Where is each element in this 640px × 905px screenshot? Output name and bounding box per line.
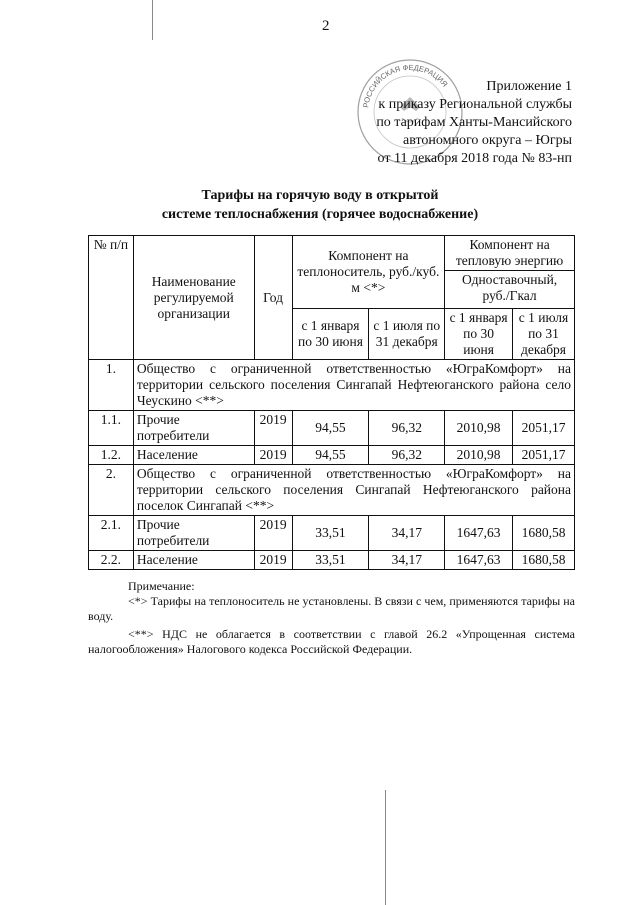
row-value: 2051,17 xyxy=(513,411,575,446)
notes-heading: Примечание: xyxy=(128,579,195,593)
header-single-rate: Одноставочный, руб./Гкал xyxy=(445,271,575,309)
row-num: 1.2. xyxy=(89,446,134,465)
row-value: 34,17 xyxy=(369,551,445,570)
row-num: 2.1. xyxy=(89,516,134,551)
row-value: 94,55 xyxy=(292,411,369,446)
row-value: 2051,17 xyxy=(513,446,575,465)
row-num: 2.2. xyxy=(89,551,134,570)
appendix-line: автономного округа – Югры xyxy=(403,133,572,148)
row-value: 1680,58 xyxy=(513,516,575,551)
appendix-line: к приказу Региональной службы xyxy=(378,97,572,112)
row-name: Прочие потребители xyxy=(133,516,254,551)
appendix-line: по тарифам Ханты-Мансийского xyxy=(376,115,572,130)
header-year: Год xyxy=(254,236,292,360)
page-number: 2 xyxy=(322,18,330,34)
header-energy-period1: с 1 января по 30 июня xyxy=(445,309,513,360)
header-energy-period2: с 1 июля по 31 декабря xyxy=(513,309,575,360)
row-value: 94,55 xyxy=(292,446,369,465)
row-num: 1.1. xyxy=(89,411,134,446)
row-name: Население xyxy=(133,446,254,465)
row-value: 2010,98 xyxy=(445,446,513,465)
header-num: № п/п xyxy=(89,236,134,360)
table-row xyxy=(89,516,575,551)
row-value: 1647,63 xyxy=(445,516,513,551)
row-year: 2019 xyxy=(254,516,292,551)
section-row xyxy=(89,360,575,411)
note-1: <*> Тарифы на теплоноситель не установлены. В связи с чем, применяются тарифы на воду. xyxy=(88,594,575,623)
svg-text:РОССИЙСКАЯ ФЕДЕРАЦИЯ: РОССИЙСКАЯ ФЕДЕРАЦИЯ xyxy=(361,62,450,109)
document-title xyxy=(0,186,640,224)
section-row xyxy=(89,465,575,516)
title-line: Тарифы на горячую воду в открытой xyxy=(201,188,439,203)
scan-edge-line xyxy=(385,790,386,905)
section-num: 1. xyxy=(89,360,134,411)
row-value: 1680,58 xyxy=(513,551,575,570)
note-2: <**> НДС не облагается в соответствии с главой 26.2 «Упрощенная система налогообложения» Налогового кодекса Российской Федерации. xyxy=(88,627,575,656)
header-org: Наименование регулируемой организации xyxy=(133,236,254,360)
scan-edge-line xyxy=(152,0,153,40)
tariff-table xyxy=(88,235,575,570)
row-value: 96,32 xyxy=(369,446,445,465)
table-row xyxy=(89,446,575,465)
row-value: 34,17 xyxy=(369,516,445,551)
row-name: Население xyxy=(133,551,254,570)
appendix-header xyxy=(376,78,572,168)
row-value: 2010,98 xyxy=(445,411,513,446)
row-value: 33,51 xyxy=(292,551,369,570)
header-carrier-period1: с 1 января по 30 июня xyxy=(292,309,369,360)
appendix-line: Приложение 1 xyxy=(486,79,572,94)
appendix-line: от 11 декабря 2018 года № 83-нп xyxy=(377,151,572,166)
row-value: 96,32 xyxy=(369,411,445,446)
row-year: 2019 xyxy=(254,411,292,446)
row-name: Прочие потребители xyxy=(133,411,254,446)
section-org: Общество с ограниченной ответственностью «ЮграКомфорт» на территории сельского поселения Сингапай Нефтеюганского района поселок Сингапай <**> xyxy=(133,465,574,516)
section-num: 2. xyxy=(89,465,134,516)
row-value: 33,51 xyxy=(292,516,369,551)
header-carrier-period2: с 1 июля по 31 декабря xyxy=(369,309,445,360)
row-year: 2019 xyxy=(254,551,292,570)
section-org: Общество с ограниченной ответственностью «ЮграКомфорт» на территории сельского поселения Сингапай Нефтеюганского района село Чеускино <**> xyxy=(133,360,574,411)
row-year: 2019 xyxy=(254,446,292,465)
title-line: системе теплоснабжения (горячее водоснабжение) xyxy=(161,207,479,222)
header-carrier: Компонент на теплоноситель, руб./куб. м <*> xyxy=(292,236,445,309)
header-energy: Компонент на тепловую энергию xyxy=(445,236,575,271)
row-value: 1647,63 xyxy=(445,551,513,570)
notes-block xyxy=(88,579,575,657)
table-row xyxy=(89,411,575,446)
table-row xyxy=(89,551,575,570)
